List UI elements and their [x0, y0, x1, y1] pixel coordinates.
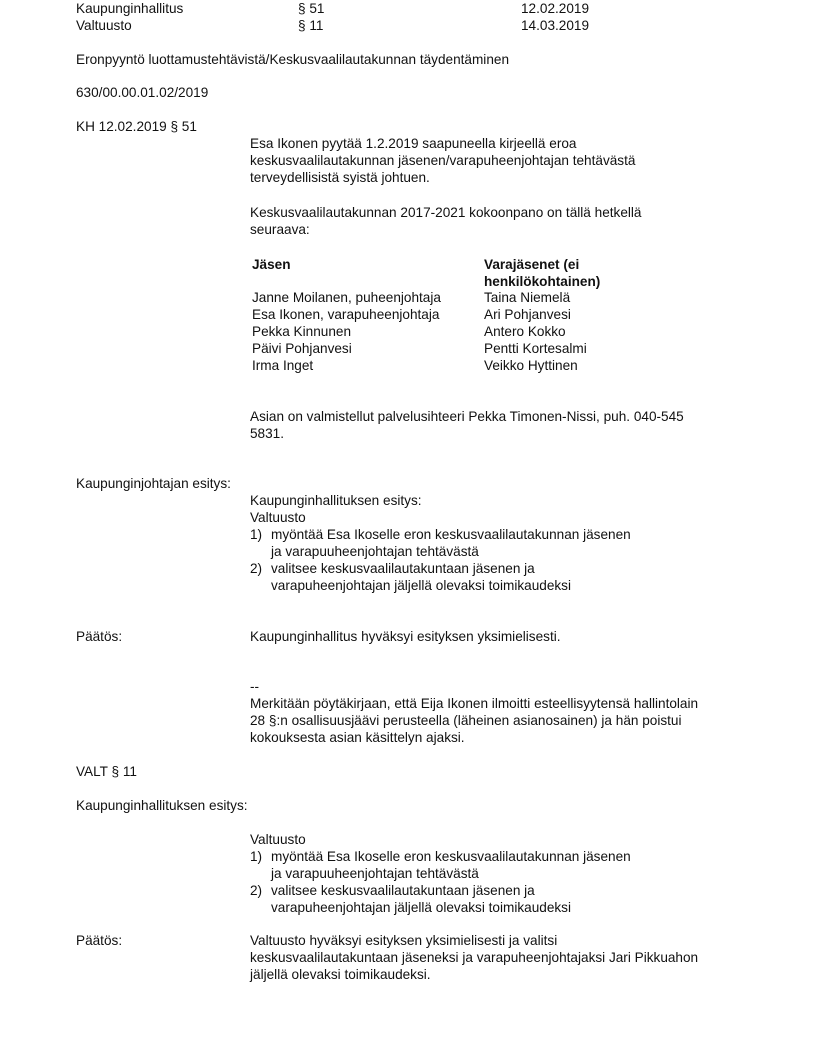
kh-decision-label: Päätös:	[76, 629, 123, 644]
valt-heading: VALT § 11	[76, 764, 137, 779]
kh-proposal-item-1: 1) myöntää Esa Ikoselle eron keskusvaalilautakunnan jäsenen ja varapuuheenjohtajan tehtävästä	[250, 527, 631, 559]
kh-decision-text: Kaupunginhallitus hyväksyi esityksen yksimielisesti.	[250, 629, 561, 644]
table-deputy-cell: Pentti Kortesalmi	[484, 341, 587, 356]
kh-intro-line: Esa Ikonen pyytää 1.2.2019 saapuneella kirjeellä eroa	[250, 136, 577, 151]
diary-number: 630/00.00.01.02/2019	[76, 85, 209, 100]
header-body-kaupunginhallitus: Kaupunginhallitus	[76, 1, 184, 16]
table-member-cell: Janne Moilanen, puheenjohtaja	[252, 290, 441, 305]
table-deputy-cell: Taina Niemelä	[484, 290, 571, 305]
valt-proposal-item-1: 1) myöntää Esa Ikoselle eron keskusvaalilautakunnan jäsenen ja varapuuheenjohtajan tehtävästä	[250, 849, 631, 881]
header-date-kh: 12.02.2019	[521, 1, 590, 16]
table-member-cell: Päivi Pohjanvesi	[252, 341, 352, 356]
kh-proposal-label: Kaupunginjohtajan esitys:	[76, 476, 231, 491]
kh-proposal-item-2: 2) valitsee keskusvaalilautakuntaan jäsenen ja varapuheenjohtajan jäljellä olevaksi toimikaudeksi	[250, 561, 571, 593]
kh-composition-paragraph	[250, 204, 642, 238]
kh-preparer-line: 5831.	[250, 426, 285, 441]
valt-proposal-label: Kaupunginhallituksen esitys:	[76, 798, 248, 813]
document-title: Eronpyyntö luottamustehtävistä/Keskusvaalilautakunnan täydentäminen	[76, 52, 510, 67]
kh-preparer-paragraph	[250, 408, 684, 442]
kh-proposal-heading: Kaupunginhallituksen esitys:	[250, 493, 422, 508]
valt-decision-line: Valtuusto hyväksyi esityksen yksimielisesti ja valitsi	[250, 933, 558, 948]
valt-proposal-subject: Valtuusto	[250, 832, 306, 847]
kh-note-block	[250, 678, 698, 746]
table-deputy-column	[484, 289, 587, 374]
kh-preparer-line: Asian on valmistellut palvelusihteeri Pekka Timonen-Nissi, puh. 040-545	[250, 409, 684, 424]
table-member-column	[252, 289, 441, 374]
kh-proposal-block	[250, 492, 631, 594]
kh-note-line: kokouksesta asian käsittelyn ajaksi.	[250, 730, 465, 745]
table-member-cell: Pekka Kinnunen	[252, 324, 352, 339]
table-header-deputy: Varajäsenet (ei henkilökohtainen)	[484, 257, 601, 289]
header-date-valt: 14.03.2019	[521, 18, 590, 33]
valt-proposal-block	[250, 831, 631, 916]
kh-intro-paragraph	[250, 135, 635, 186]
kh-composition-line: seuraava:	[250, 222, 310, 237]
header-body-valtuusto: Valtuusto	[76, 18, 132, 33]
valt-proposal-item-2: 2) valitsee keskusvaalilautakuntaan jäsenen ja varapuheenjohtajan jäljellä olevaksi toimikaudeksi	[250, 883, 571, 915]
kh-intro-line: terveydellisistä syistä johtuen.	[250, 170, 430, 185]
separator-mark: --	[250, 679, 260, 694]
header-section-valt: § 11	[298, 18, 324, 33]
kh-heading: KH 12.02.2019 § 51	[76, 119, 197, 134]
kh-composition-line: Keskusvaalilautakunnan 2017-2021 kokoonpano on tällä hetkellä	[250, 205, 642, 220]
table-header-member: Jäsen	[252, 257, 291, 272]
valt-decision-label: Päätös:	[76, 933, 123, 948]
table-deputy-cell: Veikko Hyttinen	[484, 358, 578, 373]
valt-decision-line: jäljellä olevaksi toimikaudeksi.	[250, 967, 431, 982]
kh-intro-line: keskusvaalilautakunnan jäsenen/varapuheenjohtajan tehtävästä	[250, 153, 636, 168]
kh-proposal-subject: Valtuusto	[250, 510, 306, 525]
valt-decision-text	[250, 932, 698, 983]
table-deputy-cell: Ari Pohjanvesi	[484, 307, 571, 322]
table-deputy-cell: Antero Kokko	[484, 324, 566, 339]
header-section-kh: § 51	[298, 1, 325, 16]
valt-decision-line: keskusvaalilautakuntaan jäseneksi ja varapuheenjohtajaksi Jari Pikkuahon	[250, 950, 699, 965]
kh-note-line: Merkitään pöytäkirjaan, että Eija Ikonen ilmoitti esteellisyytensä hallintolain	[250, 696, 699, 711]
table-member-cell: Irma Inget	[252, 358, 314, 373]
table-member-cell: Esa Ikonen, varapuheenjohtaja	[252, 307, 440, 322]
kh-note-line: 28 §:n osallisuusjäävi perusteella (läheinen asianosainen) ja hän poistui	[250, 713, 682, 728]
